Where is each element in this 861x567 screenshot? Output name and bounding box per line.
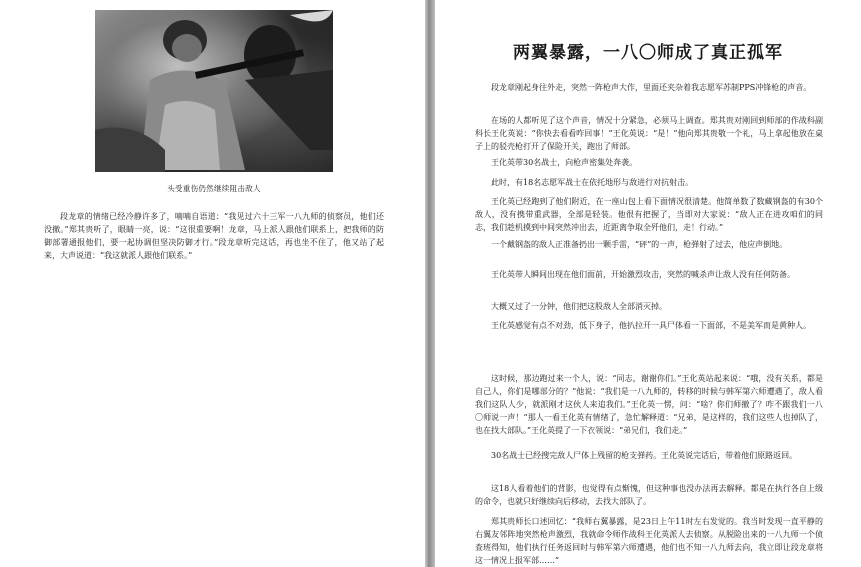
body-paragraph: 这18人看着他们的背影，也觉得有点惭愧，但这种事也没办法再去解释。都是在执行各自上级的命令，也就只好继续向后移动，去找大部队了。: [475, 484, 823, 506]
body-paragraph: 30名战士已经搜完敌人尸体上残留的枪支弹药。王化英说完话后，带着他们原路返回。: [491, 451, 798, 460]
body-paragraph: 王化英带30名战士，向枪声密集处奔袭。: [491, 158, 638, 167]
right-page: [435, 0, 861, 567]
body-paragraph: 王化英感觉有点不对劲，低下身子，他扒拉开一具尸体看一下面部，不是美军而是黄种人。: [491, 321, 811, 330]
body-paragraph: 此时，有18名志愿军战士在依托地形与敌进行对抗射击。: [491, 178, 694, 187]
body-paragraph: 大概又过了一分钟，他们把这股敌人全部消灭掉。: [491, 302, 667, 311]
historical-photo: [95, 10, 333, 172]
photo-caption: 头受重伤仍然继续阻击敌人: [167, 184, 261, 193]
body-paragraph: 段龙章刚起身往外走，突然一阵枪声大作，里面还夹杂着我志愿军苏制PPS冲锋枪的声音。: [491, 83, 812, 92]
body-paragraph: 王化英带人瞬间出现在他们面前，开始激烈攻击，突然的喊杀声让敌人没有任何防备。: [491, 270, 795, 279]
body-paragraph: 王化英已经跑到了他们附近，在一座山包上看下面情况很清楚。他简单数了数藏钢盔的有30个敌人，没有携带重武器，全部是轻装。他很有把握了，当即对大家说：“敌人正在进攻咱们的同志，我们趁机摸到中间突然冲出去，近距离争取全歼他们，走！行动。”: [475, 197, 823, 232]
body-paragraph: 这时候，那边跑过来一个人，说：“同志，谢谢你们。”王化英站起来说：“哦，没有关系，都是自己人，你们是哪部分的？”他说：“我们是一八九师的，转移的时候与韩军第六师遭遇了，敌人看我们这队人少，就派刚才这伙人来追我们。”王化英一愣，问：“啥？你们师撤了？咋不跟我们一八〇师说一声！”那人一看王化英有情绪了，急忙解释道：“兄弟，是这样的，我们这些人也掉队了，也在找大部队。”王化英提了一下衣领说：“弟兄们，我们走。”: [475, 374, 823, 435]
body-paragraph: 一个戴钢盔的敌人正准备扔出一颗手雷，“砰”的一声，枪弹射了过去，他应声倒地。: [491, 240, 788, 249]
body-paragraph: 段龙章的情绪已经冷静许多了，喃喃自语道：“我见过六十三军一八九师的侦察员，他们还没撤。”郑其贵听了，眼睛一亮，说：“这很重要啊！龙章，马上派人跟他们联系上，把我师的防御部署通报他们，要一起协调但坚决防御才行。”段龙章听完这话，再也坐不住了，他又站了起来，大声说道：“我这就派人跟他们联系。”: [44, 212, 384, 260]
photo-figures: [95, 10, 333, 172]
left-page: [0, 0, 425, 567]
page-gutter: [425, 0, 435, 567]
body-paragraph: 在场的人都听见了这个声音，情况十分紧急，必须马上调查。郑其贵对刚回到师部的作战科副科长王化英说：“你快去看看咋回事！”王化英说：“是！”他向郑其贵敬一个礼，马上拿起他放在桌子上的驳壳枪打开了保险开关，跑出了师部。: [475, 116, 823, 151]
chapter-title: 两翼暴露，一八〇师成了真正孤军: [513, 43, 783, 63]
body-paragraph: 郑其贵师长口述回忆：“我师右翼暴露，是23日上午11时左右发觉的。我当时发现一直平静的右翼友邻阵地突然枪声激烈，我就命令师作战科王化英派人去侦察。从脱险出来的一八九师一个侦查班得知，他们执行任务返回时与韩军第六师遭遇，他们也不知一八九师去向，我立即让段龙章将这一情况上报军部……”: [475, 517, 823, 565]
